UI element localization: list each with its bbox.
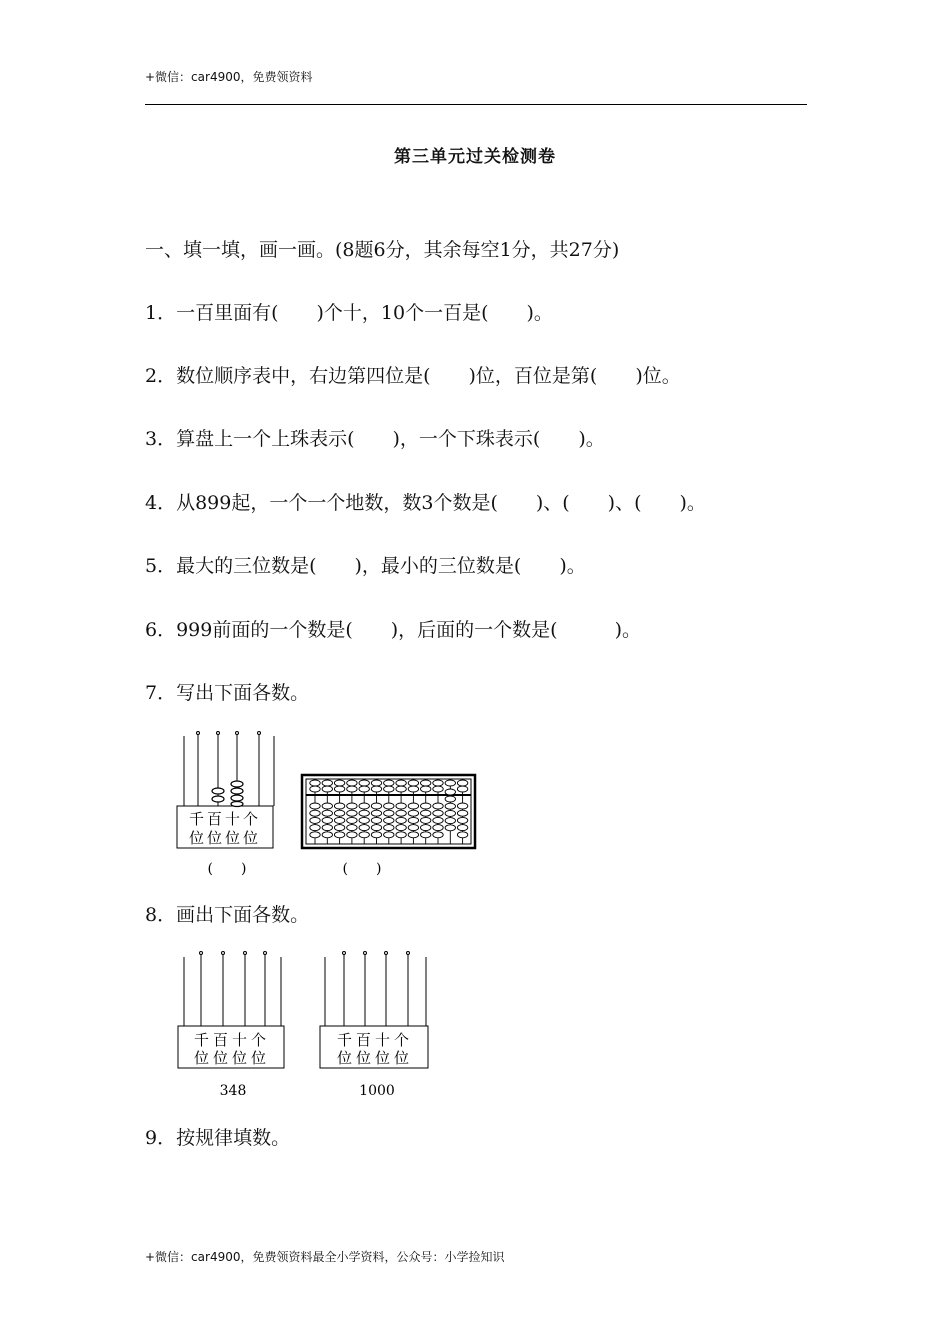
place-labels-top: 千百十个 bbox=[193, 1031, 271, 1049]
abacus-bead bbox=[310, 825, 320, 831]
q7-abacus bbox=[300, 773, 477, 880]
abacus-bead bbox=[334, 810, 344, 816]
place-labels-bottom: 位位位位 bbox=[188, 829, 262, 847]
abacus-bead bbox=[334, 803, 344, 809]
bead bbox=[231, 795, 243, 801]
abacus-bead bbox=[433, 817, 443, 823]
abacus-bead bbox=[334, 786, 344, 792]
abacus-bead bbox=[347, 803, 357, 809]
abacus-bead bbox=[371, 832, 381, 838]
abacus-bead bbox=[384, 810, 394, 816]
place-labels-bottom: 位位位位 bbox=[336, 1049, 414, 1067]
abacus-bead bbox=[408, 786, 418, 792]
abacus-bead bbox=[347, 825, 357, 831]
abacus-bead bbox=[408, 780, 418, 786]
question-1: 1．一百里面有( )个十，10个一百是( )。 bbox=[145, 302, 553, 324]
abacus-bead bbox=[433, 803, 443, 809]
abacus-bead bbox=[359, 780, 369, 786]
bead bbox=[231, 802, 243, 807]
abacus-bead bbox=[310, 810, 320, 816]
footer-watermark: +微信：car4900，免费领资料最全小学资料，公众号：小学捡知识 bbox=[145, 1250, 505, 1264]
q8-frame-right bbox=[316, 948, 434, 1098]
q7-answer-blank-left: ( ) bbox=[207, 861, 247, 877]
abacus-bead bbox=[408, 810, 418, 816]
q7-answer-blank-right: ( ) bbox=[342, 861, 382, 877]
abacus-bead bbox=[457, 817, 467, 823]
question-8: 8．画出下面各数。 bbox=[145, 904, 310, 926]
abacus-bead bbox=[421, 817, 431, 823]
question-3: 3．算盘上一个上珠表示( )，一个下珠表示( )。 bbox=[145, 428, 605, 450]
abacus-bead bbox=[421, 832, 431, 838]
abacus-bead bbox=[310, 832, 320, 838]
abacus-bead bbox=[421, 786, 431, 792]
bead bbox=[212, 796, 224, 802]
abacus-bead bbox=[322, 810, 332, 816]
abacus-bead bbox=[334, 832, 344, 838]
header-watermark: +微信：car4900，免费领资料 bbox=[145, 70, 313, 84]
abacus-bead bbox=[384, 825, 394, 831]
question-2: 2．数位顺序表中，右边第四位是( )位，百位是第( )位。 bbox=[145, 365, 681, 387]
question-9: 9．按规律填数。 bbox=[145, 1127, 291, 1149]
abacus-bead bbox=[408, 803, 418, 809]
question-7: 7．写出下面各数。 bbox=[145, 682, 310, 704]
section-heading: 一、填一填，画一画。(8题6分，其余每空1分，共27分) bbox=[145, 239, 620, 261]
abacus-bead bbox=[371, 810, 381, 816]
page-title: 第三单元过关检测卷 bbox=[394, 147, 556, 167]
abacus-bead bbox=[310, 780, 320, 786]
abacus-bead bbox=[334, 780, 344, 786]
abacus-bead bbox=[396, 817, 406, 823]
abacus-bead bbox=[347, 817, 357, 823]
abacus-bead bbox=[396, 803, 406, 809]
abacus-bead bbox=[421, 780, 431, 786]
abacus-bead bbox=[396, 786, 406, 792]
abacus-bead bbox=[457, 825, 467, 831]
abacus-bead bbox=[445, 780, 455, 786]
abacus-bead bbox=[371, 825, 381, 831]
abacus-bead bbox=[433, 786, 443, 792]
abacus-bead bbox=[408, 832, 418, 838]
abacus-bead bbox=[457, 803, 467, 809]
abacus-bead bbox=[310, 817, 320, 823]
abacus-bead bbox=[359, 810, 369, 816]
place-labels-top: 千百十个 bbox=[336, 1031, 414, 1049]
abacus-bead bbox=[445, 796, 455, 802]
abacus-bead bbox=[310, 803, 320, 809]
question-4: 4．从899起，一个一个地数，数3个数是( )、( )、( )。 bbox=[145, 492, 706, 514]
abacus-bead bbox=[322, 786, 332, 792]
abacus-bead bbox=[322, 803, 332, 809]
place-labels-top: 千百十个 bbox=[188, 810, 262, 828]
q7-counting-frame bbox=[175, 728, 280, 880]
abacus-bead bbox=[433, 832, 443, 838]
abacus-bead bbox=[322, 817, 332, 823]
abacus-bead bbox=[359, 786, 369, 792]
abacus-bead bbox=[433, 810, 443, 816]
abacus-bead bbox=[457, 780, 467, 786]
q8-number-right: 1000 bbox=[359, 1083, 395, 1098]
abacus-bead bbox=[396, 832, 406, 838]
abacus-bead bbox=[384, 803, 394, 809]
abacus-bead bbox=[408, 817, 418, 823]
header-rule bbox=[145, 104, 807, 105]
abacus-bead bbox=[384, 832, 394, 838]
abacus-bead bbox=[359, 803, 369, 809]
abacus-bead bbox=[457, 832, 467, 838]
abacus-bead bbox=[457, 786, 467, 792]
abacus-bead bbox=[347, 810, 357, 816]
abacus-bead bbox=[347, 780, 357, 786]
abacus-bead bbox=[421, 803, 431, 809]
abacus-bead bbox=[334, 825, 344, 831]
abacus-bead bbox=[445, 825, 455, 831]
abacus-bead bbox=[322, 832, 332, 838]
abacus-bead bbox=[322, 825, 332, 831]
abacus-bead bbox=[384, 786, 394, 792]
abacus-bead bbox=[371, 786, 381, 792]
abacus-bead bbox=[445, 803, 455, 809]
bead bbox=[212, 788, 224, 794]
abacus-bead bbox=[334, 817, 344, 823]
abacus-bead bbox=[396, 810, 406, 816]
abacus-bead bbox=[433, 780, 443, 786]
abacus-bead bbox=[322, 780, 332, 786]
abacus-bead bbox=[396, 780, 406, 786]
abacus-bead bbox=[421, 825, 431, 831]
abacus-bead bbox=[445, 818, 455, 824]
abacus-bead bbox=[396, 825, 406, 831]
abacus-bead bbox=[359, 825, 369, 831]
abacus-bead bbox=[371, 803, 381, 809]
abacus-bead bbox=[433, 825, 443, 831]
abacus-bead bbox=[371, 817, 381, 823]
abacus-bead bbox=[347, 786, 357, 792]
abacus-bead bbox=[359, 817, 369, 823]
abacus-bead bbox=[359, 832, 369, 838]
abacus-bead bbox=[371, 780, 381, 786]
abacus-bead bbox=[421, 810, 431, 816]
bead bbox=[231, 781, 243, 787]
abacus-bead bbox=[457, 810, 467, 816]
abacus-bead bbox=[384, 817, 394, 823]
abacus-bead bbox=[445, 810, 455, 816]
abacus-bead bbox=[347, 832, 357, 838]
abacus-bead bbox=[384, 780, 394, 786]
q8-number-left: 348 bbox=[219, 1083, 247, 1098]
question-5: 5．最大的三位数是( )，最小的三位数是( )。 bbox=[145, 555, 586, 577]
question-6: 6．999前面的一个数是( )，后面的一个数是( )。 bbox=[145, 619, 642, 641]
q8-frame-left bbox=[175, 948, 290, 1098]
place-labels-bottom: 位位位位 bbox=[193, 1049, 271, 1067]
abacus-bead bbox=[310, 786, 320, 792]
abacus-bead bbox=[445, 789, 455, 795]
bead bbox=[231, 788, 243, 794]
abacus-bead bbox=[408, 825, 418, 831]
